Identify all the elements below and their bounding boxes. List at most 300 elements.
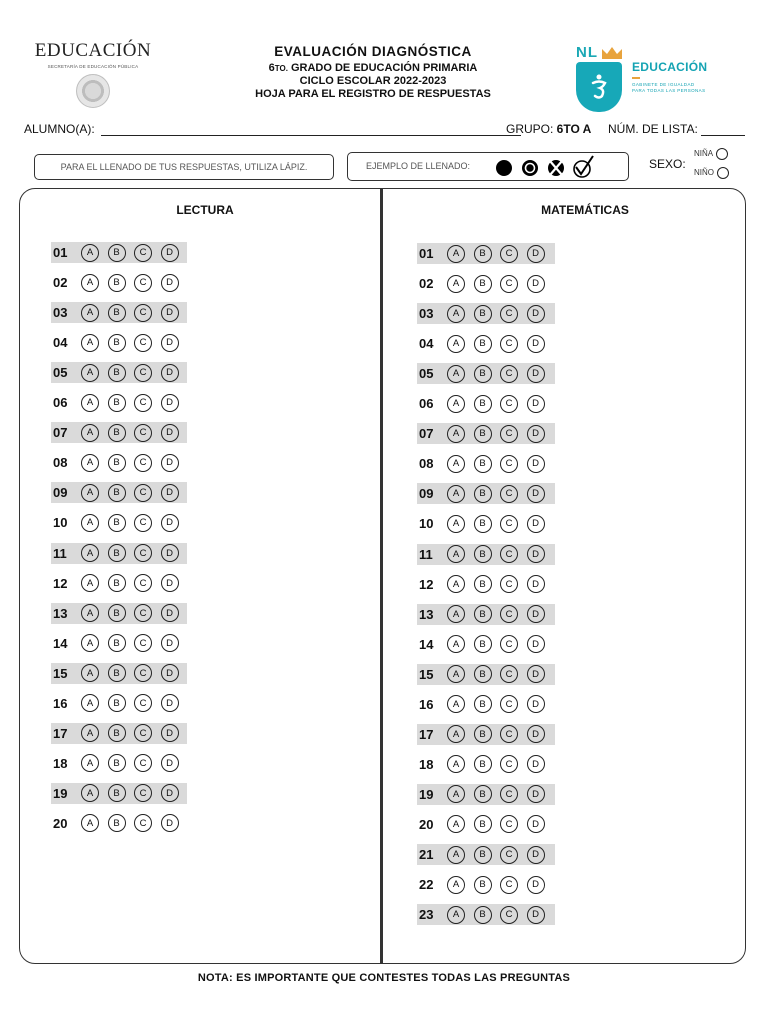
answer-bubble-d[interactable]: D: [161, 334, 179, 352]
nino-option[interactable]: [694, 167, 729, 179]
grade-line: [220, 62, 526, 74]
grupo-label: GRUPO:: [506, 122, 557, 136]
nl-logo-subtitle-line1: GABINETE DE IGUALDAD: [632, 82, 695, 87]
answer-bubble-c[interactable]: C: [500, 425, 518, 443]
answer-bubble-b[interactable]: B: [108, 604, 126, 622]
answer-row: [417, 513, 555, 534]
answer-bubble-d[interactable]: D: [527, 245, 545, 263]
question-number: 21: [419, 847, 434, 862]
answer-bubble-d[interactable]: D: [527, 335, 545, 353]
scribbled-circle-icon: [522, 160, 538, 176]
answer-row: [417, 393, 555, 414]
answer-bubble-a[interactable]: A: [81, 634, 99, 652]
question-number: 15: [419, 666, 434, 682]
answer-bubble-a[interactable]: A: [447, 425, 465, 443]
answer-bubble-d[interactable]: D: [527, 725, 545, 743]
answer-bubble-c[interactable]: C: [500, 876, 518, 894]
answer-bubble-b[interactable]: B: [474, 815, 492, 833]
nina-option[interactable]: [694, 148, 728, 160]
nino-label: NIÑO: [694, 168, 714, 178]
answer-bubble-c[interactable]: C: [134, 634, 152, 652]
answer-bubble-a[interactable]: A: [447, 665, 465, 683]
student-info-line: [24, 122, 746, 140]
crown-icon: [602, 47, 622, 59]
answer-bubble-b[interactable]: B: [108, 814, 126, 832]
answer-bubble-b[interactable]: B: [474, 425, 492, 443]
answer-bubble-a[interactable]: A: [81, 424, 99, 442]
answer-bubble-b[interactable]: B: [108, 484, 126, 502]
pencil-instruction-box: [34, 154, 334, 180]
answer-bubble-b[interactable]: B: [474, 906, 492, 924]
question-number: 20: [419, 816, 434, 832]
answer-row: [51, 693, 187, 714]
answer-bubble-b[interactable]: B: [474, 305, 492, 323]
answer-row: [51, 512, 187, 533]
answer-bubble-c[interactable]: C: [500, 485, 518, 503]
answer-bubble-d[interactable]: D: [161, 394, 179, 412]
answer-bubble-a[interactable]: A: [81, 514, 99, 532]
answer-bubble-d[interactable]: D: [161, 724, 179, 742]
answer-bubble-b[interactable]: B: [108, 514, 126, 532]
answer-bubble-c[interactable]: C: [500, 455, 518, 473]
answer-bubble-a[interactable]: A: [447, 545, 465, 563]
answer-bubble-b[interactable]: B: [474, 725, 492, 743]
answer-row: [51, 663, 187, 684]
lectura-title: LECTURA: [176, 203, 234, 217]
lista-number-field[interactable]: [701, 135, 745, 136]
answer-bubble-d[interactable]: D: [161, 514, 179, 532]
answer-row: [51, 723, 187, 744]
answer-row: [417, 243, 555, 264]
answer-row: [51, 242, 187, 263]
answer-row: [51, 783, 187, 804]
grade-number: 6: [268, 62, 275, 74]
answer-row: [51, 302, 187, 323]
answer-row: [417, 423, 555, 444]
answer-bubble-d[interactable]: D: [527, 575, 545, 593]
answer-bubble-a[interactable]: A: [447, 575, 465, 593]
answer-bubble-c[interactable]: C: [500, 906, 518, 924]
answer-bubble-c[interactable]: C: [134, 394, 152, 412]
answer-bubble-d[interactable]: D: [527, 305, 545, 323]
question-number: 05: [419, 366, 434, 382]
matematicas-title: MATEMÁTICAS: [541, 203, 629, 217]
question-number: 12: [53, 575, 68, 591]
answer-row: [51, 332, 187, 353]
answer-bubble-a[interactable]: A: [81, 814, 99, 832]
answer-bubble-a[interactable]: A: [81, 364, 99, 382]
answer-bubble-d[interactable]: D: [527, 906, 545, 924]
answer-bubble-a[interactable]: A: [81, 544, 99, 562]
pencil-instruction-text: PARA EL LLENADO DE TUS RESPUESTAS, UTILIZA LÁPIZ.: [60, 162, 308, 172]
answer-row: [417, 664, 555, 685]
question-number: 04: [53, 335, 68, 351]
answer-bubble-c[interactable]: C: [500, 365, 518, 383]
answer-bubble-c[interactable]: C: [500, 755, 518, 773]
answer-bubble-b[interactable]: B: [108, 334, 126, 352]
answer-bubble-a[interactable]: A: [447, 876, 465, 894]
answer-row: [51, 543, 187, 564]
answer-bubble-d[interactable]: D: [527, 425, 545, 443]
answer-row: [51, 452, 187, 473]
answer-bubble-b[interactable]: B: [108, 694, 126, 712]
answer-row: [417, 724, 555, 745]
answer-bubble-c[interactable]: C: [134, 604, 152, 622]
answer-bubble-a[interactable]: A: [81, 604, 99, 622]
answer-row: [51, 392, 187, 413]
answer-bubble-c[interactable]: C: [134, 664, 152, 682]
nl-logo-word: EDUCACIÓN: [632, 60, 708, 74]
answer-row: [417, 844, 555, 865]
answer-row: [417, 483, 555, 504]
crossed-circle-icon: [548, 160, 564, 176]
answer-bubble-a[interactable]: A: [447, 755, 465, 773]
answer-bubble-c[interactable]: C: [134, 334, 152, 352]
question-number: 01: [53, 245, 68, 260]
answer-bubble-a[interactable]: A: [447, 455, 465, 473]
answer-row: [417, 904, 555, 925]
alumno-label: ALUMNO(A):: [24, 122, 95, 136]
answer-bubble-d[interactable]: D: [527, 846, 545, 864]
answer-bubble-b[interactable]: B: [474, 635, 492, 653]
answer-bubble-b[interactable]: B: [108, 364, 126, 382]
question-number: 14: [53, 635, 68, 651]
document-header: [220, 44, 526, 100]
grupo-value: 6TO A: [556, 122, 592, 136]
answer-bubble-b[interactable]: B: [108, 304, 126, 322]
answer-bubble-c[interactable]: C: [134, 304, 152, 322]
answer-bubble-a[interactable]: A: [447, 515, 465, 533]
answer-row: [51, 633, 187, 654]
question-number: 16: [53, 695, 68, 711]
answer-row: [417, 814, 555, 835]
question-number: 01: [419, 246, 434, 261]
answer-bubble-b[interactable]: B: [108, 244, 126, 262]
filled-circle-icon: [496, 160, 512, 176]
answer-bubble-b[interactable]: B: [108, 634, 126, 652]
question-number: 04: [419, 336, 434, 352]
grade-suffix: TO.: [274, 64, 288, 73]
answer-bubble-b[interactable]: B: [108, 664, 126, 682]
answer-bubble-c[interactable]: C: [134, 724, 152, 742]
answer-bubble-b[interactable]: B: [474, 485, 492, 503]
answer-bubble-d[interactable]: D: [161, 244, 179, 262]
question-number: 10: [53, 515, 68, 531]
question-number: 19: [53, 785, 68, 801]
answer-bubble-c[interactable]: C: [134, 514, 152, 532]
answer-bubble-c[interactable]: C: [500, 785, 518, 803]
question-number: 08: [53, 455, 68, 471]
answer-bubble-d[interactable]: D: [527, 545, 545, 563]
answer-bubble-c[interactable]: C: [500, 846, 518, 864]
question-number: 15: [53, 665, 68, 681]
answer-bubble-a[interactable]: A: [81, 274, 99, 292]
answer-bubble-a[interactable]: A: [447, 335, 465, 353]
answer-bubble-a[interactable]: A: [81, 574, 99, 592]
answer-row: [417, 754, 555, 775]
answer-bubble-b[interactable]: B: [108, 754, 126, 772]
answer-row: [51, 272, 187, 293]
national-seal-icon: [76, 74, 110, 108]
answer-bubble-c[interactable]: C: [134, 484, 152, 502]
answer-bubble-b[interactable]: B: [474, 395, 492, 413]
answer-bubble-a[interactable]: A: [447, 365, 465, 383]
answer-bubble-d[interactable]: D: [527, 755, 545, 773]
answer-bubble-b[interactable]: B: [108, 724, 126, 742]
answer-bubble-b[interactable]: B: [474, 605, 492, 623]
answer-bubble-a[interactable]: A: [447, 725, 465, 743]
column-divider: [380, 189, 383, 963]
answer-row: [51, 753, 187, 774]
answer-bubble-b[interactable]: B: [474, 876, 492, 894]
answer-bubble-a[interactable]: A: [81, 724, 99, 742]
answer-bubble-b[interactable]: B: [474, 365, 492, 383]
question-number: 17: [419, 726, 434, 742]
alumno-name-field[interactable]: [101, 135, 521, 136]
answer-bubble-b[interactable]: B: [474, 245, 492, 263]
answer-bubble-a[interactable]: A: [447, 605, 465, 623]
answer-bubble-c[interactable]: C: [134, 754, 152, 772]
answer-bubble-a[interactable]: A: [81, 334, 99, 352]
nina-label: NIÑA: [694, 149, 714, 159]
answer-bubble-c[interactable]: C: [134, 574, 152, 592]
answer-bubble-c[interactable]: C: [134, 274, 152, 292]
answer-bubble-d[interactable]: D: [527, 695, 545, 713]
answer-bubble-d[interactable]: D: [527, 635, 545, 653]
answer-bubble-c[interactable]: C: [500, 665, 518, 683]
answer-bubble-c[interactable]: C: [500, 695, 518, 713]
answer-bubble-a[interactable]: A: [81, 694, 99, 712]
answer-bubble-b[interactable]: B: [108, 784, 126, 802]
answer-bubble-b[interactable]: B: [474, 275, 492, 293]
checked-circle-icon: [574, 156, 593, 177]
answer-bubble-c[interactable]: C: [134, 364, 152, 382]
answer-bubble-d[interactable]: D: [527, 815, 545, 833]
answer-bubble-d[interactable]: D: [161, 364, 179, 382]
question-number: 22: [419, 877, 434, 893]
answer-bubble-d[interactable]: D: [161, 274, 179, 292]
question-number: 03: [419, 306, 434, 322]
answer-bubble-b[interactable]: B: [108, 424, 126, 442]
fill-example-label: EJEMPLO DE LLENADO:: [366, 161, 471, 171]
answer-bubble-d[interactable]: D: [161, 664, 179, 682]
answer-bubble-a[interactable]: A: [447, 785, 465, 803]
question-number: 08: [419, 456, 434, 472]
fill-example-marks: [494, 155, 614, 181]
logo-accent-bar: [632, 77, 640, 79]
answer-row: [51, 482, 187, 503]
answer-bubble-d[interactable]: D: [527, 275, 545, 293]
answer-bubble-a[interactable]: A: [81, 304, 99, 322]
answer-bubble-c[interactable]: C: [500, 515, 518, 533]
sexo-label: SEXO:: [649, 157, 686, 171]
answer-bubble-d[interactable]: D: [527, 665, 545, 683]
sep-logo: [28, 40, 158, 108]
question-number: 12: [419, 576, 434, 592]
answer-bubble-b[interactable]: B: [474, 335, 492, 353]
answer-bubble-a[interactable]: A: [81, 754, 99, 772]
answer-bubble-d[interactable]: D: [161, 694, 179, 712]
answer-bubble-d[interactable]: D: [161, 604, 179, 622]
document-title: EVALUACIÓN DIAGNÓSTICA: [274, 44, 472, 59]
answer-bubble-a[interactable]: A: [447, 635, 465, 653]
answer-bubble-d[interactable]: D: [527, 515, 545, 533]
nl-shield-mark-icon: [587, 73, 611, 99]
question-number: 09: [53, 485, 68, 501]
nino-radio[interactable]: [717, 167, 729, 179]
answer-bubble-d[interactable]: D: [161, 544, 179, 562]
answer-bubble-c[interactable]: C: [134, 544, 152, 562]
answer-bubble-b[interactable]: B: [474, 515, 492, 533]
answer-bubble-a[interactable]: A: [81, 244, 99, 262]
question-number: 09: [419, 486, 434, 502]
answer-bubble-c[interactable]: C: [500, 545, 518, 563]
answer-row: [417, 544, 555, 565]
question-number: 20: [53, 815, 68, 831]
answer-bubble-b[interactable]: B: [108, 394, 126, 412]
answer-bubble-c[interactable]: C: [500, 725, 518, 743]
answer-bubble-c[interactable]: C: [500, 305, 518, 323]
answer-bubble-d[interactable]: D: [527, 395, 545, 413]
answer-bubble-b[interactable]: B: [474, 846, 492, 864]
school-cycle: CICLO ESCOLAR 2022-2023: [299, 75, 447, 87]
answer-bubble-b[interactable]: B: [474, 785, 492, 803]
answer-bubble-c[interactable]: C: [500, 335, 518, 353]
answer-bubble-b[interactable]: B: [108, 544, 126, 562]
answer-bubble-a[interactable]: A: [81, 784, 99, 802]
answer-bubble-d[interactable]: D: [161, 484, 179, 502]
answer-bubble-c[interactable]: C: [134, 454, 152, 472]
question-number: 13: [419, 606, 434, 622]
answer-bubble-b[interactable]: B: [108, 454, 126, 472]
answer-row: [417, 363, 555, 384]
answer-bubble-d[interactable]: D: [161, 784, 179, 802]
answer-bubble-d[interactable]: D: [161, 304, 179, 322]
question-number: 02: [53, 275, 68, 291]
answer-bubble-a[interactable]: A: [81, 454, 99, 472]
question-number: 23: [419, 907, 434, 923]
answer-bubble-c[interactable]: C: [134, 814, 152, 832]
sep-logo-subtitle: SECRETARÍA DE EDUCACIÓN PÚBLICA: [47, 64, 139, 69]
answer-bubble-d[interactable]: D: [527, 605, 545, 623]
answer-bubble-a[interactable]: A: [447, 395, 465, 413]
nl-logo-subtitle: [632, 82, 705, 94]
answer-row: [51, 813, 187, 834]
answer-bubble-a[interactable]: A: [81, 484, 99, 502]
answer-bubble-c[interactable]: C: [500, 635, 518, 653]
answer-row: [417, 634, 555, 655]
answer-bubble-a[interactable]: A: [447, 245, 465, 263]
answer-bubble-c[interactable]: C: [500, 275, 518, 293]
answer-row: [417, 694, 555, 715]
question-number: 10: [419, 516, 434, 532]
answer-bubble-a[interactable]: A: [81, 394, 99, 412]
answer-bubble-d[interactable]: D: [161, 454, 179, 472]
question-number: 16: [419, 696, 434, 712]
answer-bubble-a[interactable]: A: [447, 906, 465, 924]
answer-bubble-a[interactable]: A: [447, 815, 465, 833]
answer-bubble-a[interactable]: A: [81, 664, 99, 682]
answer-row: [51, 422, 187, 443]
answer-bubble-d[interactable]: D: [161, 754, 179, 772]
answer-bubble-d[interactable]: D: [161, 634, 179, 652]
answer-bubble-d[interactable]: D: [527, 876, 545, 894]
answer-row: [51, 573, 187, 594]
nl-logo-subtitle-line2: PARA TODAS LAS PERSONAS: [632, 88, 706, 93]
answer-bubble-c[interactable]: C: [500, 575, 518, 593]
answer-bubble-d[interactable]: D: [527, 365, 545, 383]
answer-bubble-d[interactable]: D: [527, 785, 545, 803]
answer-row: [417, 784, 555, 805]
answer-bubble-d[interactable]: D: [527, 455, 545, 473]
answer-row: [417, 303, 555, 324]
answer-row: [51, 362, 187, 383]
answer-bubble-d[interactable]: D: [527, 485, 545, 503]
question-number: 07: [53, 425, 68, 441]
answer-bubble-c[interactable]: C: [500, 395, 518, 413]
shield-icon: [576, 62, 622, 112]
answer-bubble-c[interactable]: C: [134, 244, 152, 262]
answer-bubble-c[interactable]: C: [500, 605, 518, 623]
question-number: 13: [53, 605, 68, 621]
question-number: 11: [53, 545, 67, 561]
grade-text: GRADO DE EDUCACIÓN PRIMARIA: [287, 62, 478, 74]
sep-logo-word: EDUCACIÓN: [34, 40, 152, 61]
answer-row: [417, 574, 555, 595]
nl-education-logo: [574, 44, 744, 116]
answer-bubble-c[interactable]: C: [500, 815, 518, 833]
answer-bubble-b[interactable]: B: [474, 755, 492, 773]
question-number: 11: [419, 546, 433, 562]
question-number: 02: [419, 276, 434, 292]
question-number: 07: [419, 426, 434, 442]
question-number: 19: [419, 786, 434, 802]
answer-row: [417, 273, 555, 294]
answer-bubble-a[interactable]: A: [447, 305, 465, 323]
answer-row: [417, 604, 555, 625]
answer-bubble-a[interactable]: A: [447, 846, 465, 864]
answer-bubble-b[interactable]: B: [474, 575, 492, 593]
answer-bubble-b[interactable]: B: [474, 545, 492, 563]
answer-bubble-b[interactable]: B: [474, 695, 492, 713]
answer-bubble-c[interactable]: C: [134, 424, 152, 442]
question-number: 14: [419, 636, 434, 652]
answer-bubble-b[interactable]: B: [474, 455, 492, 473]
answer-row: [51, 603, 187, 624]
answer-bubble-a[interactable]: A: [447, 275, 465, 293]
question-number: 06: [53, 395, 68, 411]
answer-bubble-d[interactable]: D: [161, 424, 179, 442]
answer-bubble-b[interactable]: B: [108, 274, 126, 292]
answer-bubble-a[interactable]: A: [447, 695, 465, 713]
answer-bubble-c[interactable]: C: [134, 784, 152, 802]
question-number: 18: [419, 756, 434, 772]
nina-radio[interactable]: [716, 148, 728, 160]
lista-label: NÚM. DE LISTA:: [608, 122, 698, 136]
question-number: 05: [53, 365, 68, 381]
question-number: 17: [53, 725, 68, 741]
answer-bubble-c[interactable]: C: [134, 694, 152, 712]
footer-note: NOTA: ES IMPORTANTE QUE CONTESTES TODAS LAS PREGUNTAS: [197, 972, 571, 984]
nl-logo-text: NL: [576, 44, 598, 61]
answer-bubble-b[interactable]: B: [108, 574, 126, 592]
answer-bubble-d[interactable]: D: [161, 814, 179, 832]
answer-bubble-a[interactable]: A: [447, 485, 465, 503]
fill-example-box: [347, 152, 629, 181]
answer-bubble-b[interactable]: B: [474, 665, 492, 683]
answer-bubble-c[interactable]: C: [500, 245, 518, 263]
answer-bubble-d[interactable]: D: [161, 574, 179, 592]
